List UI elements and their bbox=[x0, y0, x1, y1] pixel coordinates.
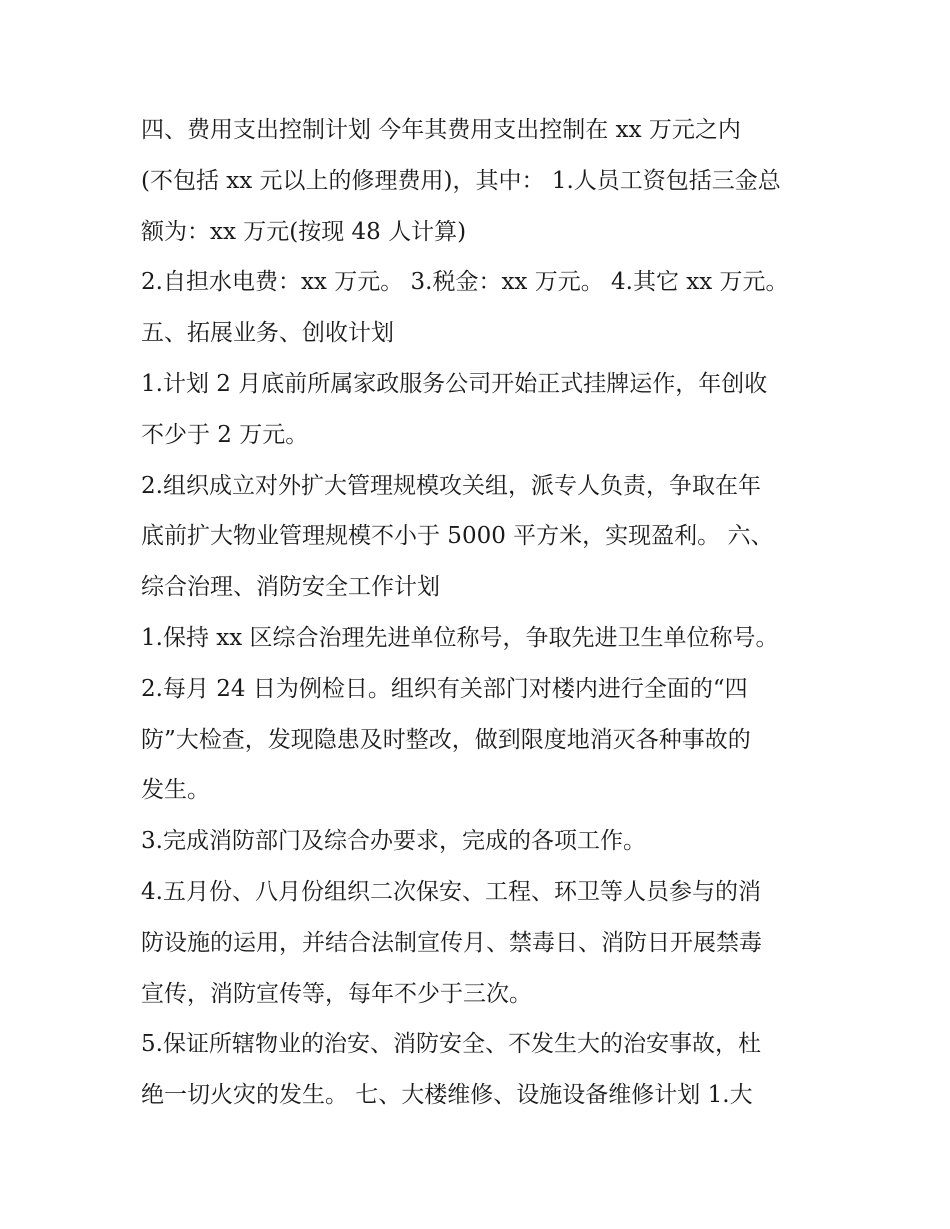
text-line: 额为：xx 万元(按现 48 人计算) bbox=[141, 218, 467, 245]
text-line: 5.保证所辖物业的治安、消防安全、不发生大的治安事故，杜 bbox=[141, 1031, 761, 1058]
text-line: 绝一切火灾的发生。 七、大楼维修、设施设备维修计划 1.大 bbox=[141, 1082, 753, 1109]
text-line: 防”大检查，发现隐患及时整改，做到限度地消灭各种事故的 bbox=[141, 726, 751, 753]
text-line: 不少于 2 万元。 bbox=[141, 421, 309, 448]
text-line: 底前扩大物业管理规模不小于 5000 平方米，实现盈利。 六、 bbox=[141, 523, 774, 550]
text-line: 综合治理、消防安全工作计划 bbox=[141, 574, 440, 601]
text-line: 1.计划 2 月底前所属家政服务公司开始正式挂牌运作，年创收 bbox=[141, 370, 768, 397]
text-line: 四、费用支出控制计划 今年其费用支出控制在 xx 万元之内 bbox=[141, 117, 741, 143]
text-line: 1.保持 xx 区综合治理先进单位称号，争取先进卫生单位称号。 bbox=[141, 624, 779, 651]
text-line: 宣传，消防宣传等，每年不少于三次。 bbox=[141, 980, 532, 1007]
text-line: 2.每月 24 日为例检日。组织有关部门对楼内进行全面的“四 bbox=[141, 675, 748, 702]
text-line: 3.完成消防部门及综合办要求，完成的各项工作。 bbox=[141, 828, 646, 855]
text-line: (不包括 xx 元以上的修理费用)，其中： 1.人员工资包括三金总 bbox=[141, 167, 781, 194]
document-body bbox=[141, 105, 821, 1121]
section-heading: 五、拓展业务、创收计划 bbox=[141, 320, 394, 347]
text-line: 2.组织成立对外扩大管理规模攻关组，派专人负责，争取在年 bbox=[141, 472, 761, 499]
text-line: 发生。 bbox=[141, 777, 210, 804]
text-line: 2.自担水电费：xx 万元。 3.税金：xx 万元。 4.其它 xx 万元。 bbox=[141, 269, 789, 296]
text-line: 防设施的运用，并结合法制宣传月、禁毒日、消防日开展禁毒 bbox=[141, 929, 762, 956]
text-line: 4.五月份、八月份组织二次保安、工程、环卫等人员参与的消 bbox=[141, 878, 761, 905]
